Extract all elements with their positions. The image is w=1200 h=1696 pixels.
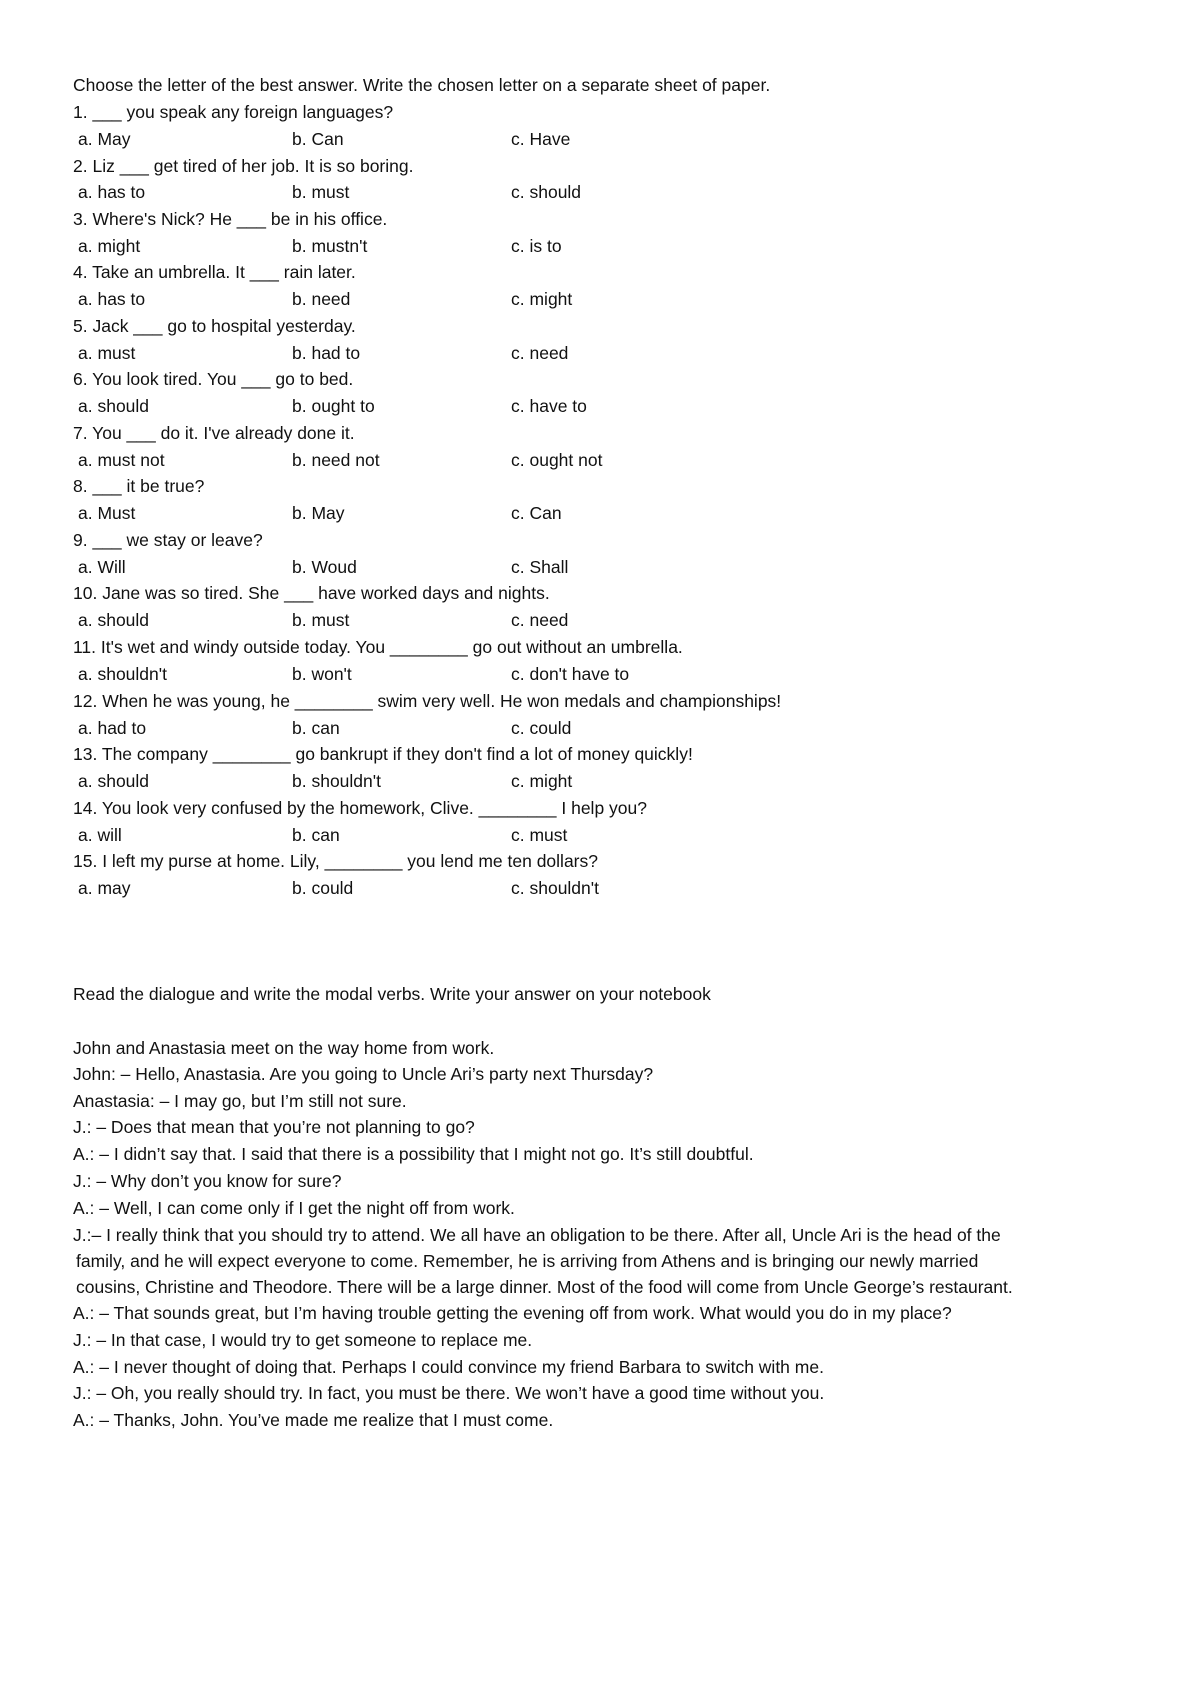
q5-option-c: c. need <box>511 343 569 363</box>
q6-option-c: c. have to <box>511 396 587 416</box>
question-3: 3. Where's Nick? He ___ be in his office. <box>73 209 388 229</box>
question-15: 15. I left my purse at home. Lily, ________ you lend me ten dollars? <box>73 851 598 871</box>
section2-instruction: Read the dialogue and write the modal verbs. Write your answer on your notebook <box>73 984 711 1004</box>
dialogue-line-3: J.: – Does that mean that you’re not planning to go? <box>73 1117 475 1137</box>
q4-option-b: b. need <box>292 289 351 309</box>
q1-option-a: a. May <box>78 129 131 149</box>
q1-option-b: b. Can <box>292 129 344 149</box>
question-13: 13. The company ________ go bankrupt if they don't find a lot of money quickly! <box>73 744 693 764</box>
q5-option-b: b. had to <box>292 343 361 363</box>
q8-option-a: a. Must <box>78 503 136 523</box>
question-10: 10. Jane was so tired. She ___ have worked days and nights. <box>73 583 550 603</box>
q12-option-a: a. had to <box>78 718 147 738</box>
q13-option-a: a. should <box>78 771 150 791</box>
q2-option-a: a. has to <box>78 182 146 202</box>
question-11: 11. It's wet and windy outside today. You ________ go out without an umbrella. <box>73 637 683 657</box>
q4-option-c: c. might <box>511 289 573 309</box>
dialogue-line-7-cont-1: family, and he will expect everyone to come. Remember, he is arriving from Athens and is bringing our newly married <box>76 1251 979 1271</box>
q7-option-a: a. must not <box>78 450 165 470</box>
q4-option-a: a. has to <box>78 289 146 309</box>
q1-option-c: c. Have <box>511 129 571 149</box>
question-9: 9. ___ we stay or leave? <box>73 530 263 550</box>
q5-option-a: a. must <box>78 343 136 363</box>
dialogue-line-7-cont-2: cousins, Christine and Theodore. There will be a large dinner. Most of the food will come from Uncle George’s restaurant. <box>76 1277 1013 1297</box>
q11-option-c: c. don't have to <box>511 664 630 684</box>
q2-option-b: b. must <box>292 182 350 202</box>
q15-option-c: c. shouldn't <box>511 878 599 898</box>
q14-option-a: a. will <box>78 825 122 845</box>
q13-option-c: c. might <box>511 771 573 791</box>
q8-option-c: c. Can <box>511 503 562 523</box>
q6-option-a: a. should <box>78 396 150 416</box>
dialogue-line-9: J.: – In that case, I would try to get someone to replace me. <box>73 1330 533 1350</box>
question-4: 4. Take an umbrella. It ___ rain later. <box>73 262 356 282</box>
q7-option-c: c. ought not <box>511 450 603 470</box>
dialogue-line-5: J.: – Why don’t you know for sure? <box>73 1171 342 1191</box>
q7-option-b: b. need not <box>292 450 380 470</box>
q3-option-c: c. is to <box>511 236 562 256</box>
q10-option-c: c. need <box>511 610 569 630</box>
dialogue-line-1: John: – Hello, Anastasia. Are you going to Uncle Ari’s party next Thursday? <box>73 1064 654 1084</box>
dialogue-line-12: A.: – Thanks, John. You’ve made me realize that I must come. <box>73 1410 554 1430</box>
q3-option-b: b. mustn't <box>292 236 368 256</box>
dialogue-line-10: A.: – I never thought of doing that. Perhaps I could convince my friend Barbara to switch with me. <box>73 1357 824 1377</box>
q11-option-b: b. won't <box>292 664 352 684</box>
question-6: 6. You look tired. You ___ go to bed. <box>73 369 354 389</box>
q11-option-a: a. shouldn't <box>78 664 167 684</box>
q14-option-c: c. must <box>511 825 568 845</box>
q10-option-a: a. should <box>78 610 150 630</box>
q9-option-b: b. Woud <box>292 557 357 577</box>
q12-option-b: b. can <box>292 718 340 738</box>
question-5: 5. Jack ___ go to hospital yesterday. <box>73 316 356 336</box>
q3-option-a: a. might <box>78 236 141 256</box>
q8-option-b: b. May <box>292 503 345 523</box>
section1-instruction: Choose the letter of the best answer. Write the chosen letter on a separate sheet of paper. <box>73 75 771 95</box>
q10-option-b: b. must <box>292 610 350 630</box>
q6-option-b: b. ought to <box>292 396 375 416</box>
question-14: 14. You look very confused by the homework, Clive. ________ I help you? <box>73 798 647 818</box>
q12-option-c: c. could <box>511 718 572 738</box>
question-2: 2. Liz ___ get tired of her job. It is so boring. <box>73 156 414 176</box>
question-1: 1. ___ you speak any foreign languages? <box>73 102 394 122</box>
q9-option-c: c. Shall <box>511 557 569 577</box>
q15-option-a: a. may <box>78 878 131 898</box>
q13-option-b: b. shouldn't <box>292 771 381 791</box>
q15-option-b: b. could <box>292 878 354 898</box>
dialogue-line-2: Anastasia: – I may go, but I’m still not sure. <box>73 1091 407 1111</box>
question-8: 8. ___ it be true? <box>73 476 205 496</box>
q14-option-b: b. can <box>292 825 340 845</box>
dialogue-line-6: A.: – Well, I can come only if I get the night off from work. <box>73 1198 515 1218</box>
dialogue-line-11: J.: – Oh, you really should try. In fact, you must be there. We won’t have a good time without you. <box>73 1383 825 1403</box>
dialogue-intro: John and Anastasia meet on the way home from work. <box>73 1038 495 1058</box>
dialogue-line-8: A.: – That sounds great, but I’m having trouble getting the evening off from work. What would you do in my place? <box>73 1303 952 1323</box>
question-12: 12. When he was young, he ________ swim very well. He won medals and championships! <box>73 691 782 711</box>
q9-option-a: a. Will <box>78 557 126 577</box>
dialogue-line-7: J.:– I really think that you should try to attend. We all have an obligation to be there. After all, Uncle Ari is the head of the <box>73 1225 1001 1245</box>
question-7: 7. You ___ do it. I've already done it. <box>73 423 355 443</box>
q2-option-c: c. should <box>511 182 582 202</box>
dialogue-line-4: A.: – I didn’t say that. I said that there is a possibility that I might not go. It’s still doubtful. <box>73 1144 754 1164</box>
